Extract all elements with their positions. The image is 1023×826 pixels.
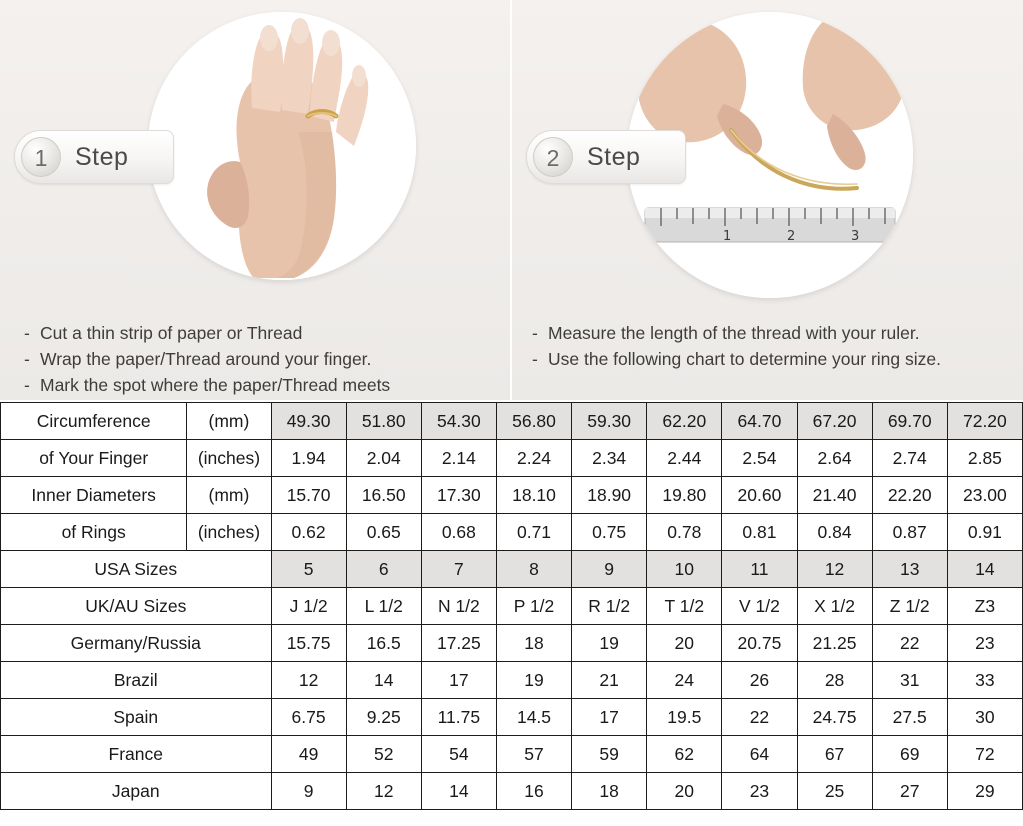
cell-de-ru-7: 20.75 [722, 625, 797, 662]
cell-br-2: 14 [346, 662, 421, 699]
row-label-circumference-2: of Your Finger [1, 440, 187, 477]
cell-br-6: 24 [647, 662, 722, 699]
cell-es-5: 17 [572, 699, 647, 736]
cell-jp-4: 16 [496, 773, 571, 810]
table-row [1, 699, 1023, 736]
svg-text:1: 1 [723, 229, 732, 244]
cell-diam-in-1: 0.62 [271, 514, 346, 551]
ruler-icon [645, 208, 895, 244]
cell-jp-3: 14 [421, 773, 496, 810]
cell-diam-in-5: 0.75 [572, 514, 647, 551]
table-row [1, 588, 1023, 625]
cell-jp-9: 27 [872, 773, 947, 810]
cell-usa-7: 11 [722, 551, 797, 588]
cell-es-10: 30 [947, 699, 1022, 736]
step-1-number: 1 [21, 137, 61, 177]
cell-de-ru-4: 18 [496, 625, 571, 662]
row-label-usa: USA Sizes [1, 551, 272, 588]
row-label-circumference-1: Circumference [1, 403, 187, 440]
cell-ukau-9: Z 1/2 [872, 588, 947, 625]
instruction-steps-section [0, 0, 1023, 400]
cell-fr-4: 57 [496, 736, 571, 773]
step-1-instructions [24, 320, 390, 398]
step-1-bullet-1: Cut a thin strip of paper or Thread [40, 323, 303, 343]
cell-de-ru-10: 23 [947, 625, 1022, 662]
cell-circ-in-6: 2.44 [647, 440, 722, 477]
cell-es-2: 9.25 [346, 699, 421, 736]
cell-ukau-3: N 1/2 [421, 588, 496, 625]
list-item [24, 320, 390, 346]
table-row [1, 403, 1023, 440]
cell-de-ru-2: 16.5 [346, 625, 421, 662]
cell-es-9: 27.5 [872, 699, 947, 736]
table-row [1, 514, 1023, 551]
step-2-number: 2 [533, 137, 573, 177]
bullet-dash: - [24, 323, 30, 343]
cell-de-ru-5: 19 [572, 625, 647, 662]
row-label-diameter-1: Inner Diameters [1, 477, 187, 514]
cell-br-5: 21 [572, 662, 647, 699]
table-row [1, 625, 1023, 662]
table-row [1, 477, 1023, 514]
svg-text:3: 3 [851, 229, 860, 244]
cell-circ-in-4: 2.24 [496, 440, 571, 477]
cell-diam-mm-1: 15.70 [271, 477, 346, 514]
cell-diam-in-7: 0.81 [722, 514, 797, 551]
cell-usa-6: 10 [647, 551, 722, 588]
svg-text:2: 2 [787, 229, 796, 244]
cell-br-3: 17 [421, 662, 496, 699]
cell-circ-mm-9: 69.70 [872, 403, 947, 440]
cell-circ-in-3: 2.14 [421, 440, 496, 477]
cell-ukau-10: Z3 [947, 588, 1022, 625]
cell-es-3: 11.75 [421, 699, 496, 736]
cell-jp-2: 12 [346, 773, 421, 810]
cell-diam-mm-6: 19.80 [647, 477, 722, 514]
table-row [1, 773, 1023, 810]
cell-circ-mm-3: 54.30 [421, 403, 496, 440]
cell-jp-6: 20 [647, 773, 722, 810]
cell-diam-in-3: 0.68 [421, 514, 496, 551]
cell-fr-3: 54 [421, 736, 496, 773]
cell-fr-1: 49 [271, 736, 346, 773]
cell-circ-mm-6: 62.20 [647, 403, 722, 440]
cell-diam-mm-3: 17.30 [421, 477, 496, 514]
cell-circ-mm-10: 72.20 [947, 403, 1022, 440]
row-label-japan: Japan [1, 773, 272, 810]
cell-diam-in-8: 0.84 [797, 514, 872, 551]
cell-de-ru-3: 17.25 [421, 625, 496, 662]
unit-cell-inches-2: (inches) [187, 514, 271, 551]
list-item [532, 320, 941, 346]
cell-fr-9: 69 [872, 736, 947, 773]
size-conversion-table [0, 402, 1023, 810]
cell-br-9: 31 [872, 662, 947, 699]
step-2-panel [510, 0, 1023, 400]
cell-ukau-6: T 1/2 [647, 588, 722, 625]
cell-usa-2: 6 [346, 551, 421, 588]
hand-with-thread-illustration [148, 12, 416, 280]
step-2-bullet-1: Measure the length of the thread with your ruler. [548, 323, 920, 343]
cell-circ-in-1: 1.94 [271, 440, 346, 477]
cell-diam-in-10: 0.91 [947, 514, 1022, 551]
bullet-dash: - [532, 349, 538, 369]
cell-ukau-7: V 1/2 [722, 588, 797, 625]
cell-ukau-4: P 1/2 [496, 588, 571, 625]
row-label-uk-au: UK/AU Sizes [1, 588, 272, 625]
row-label-spain: Spain [1, 699, 272, 736]
cell-jp-8: 25 [797, 773, 872, 810]
cell-usa-9: 13 [872, 551, 947, 588]
cell-diam-mm-7: 20.60 [722, 477, 797, 514]
table-row [1, 551, 1023, 588]
cell-fr-6: 62 [647, 736, 722, 773]
cell-diam-in-9: 0.87 [872, 514, 947, 551]
cell-circ-mm-1: 49.30 [271, 403, 346, 440]
cell-de-ru-9: 22 [872, 625, 947, 662]
cell-br-1: 12 [271, 662, 346, 699]
cell-diam-mm-5: 18.90 [572, 477, 647, 514]
step-1-bullet-3: Mark the spot where the paper/Thread meets [40, 375, 391, 395]
table-row [1, 440, 1023, 477]
cell-es-6: 19.5 [647, 699, 722, 736]
cell-usa-5: 9 [572, 551, 647, 588]
row-label-germany-russia: Germany/Russia [1, 625, 272, 662]
cell-jp-10: 29 [947, 773, 1022, 810]
list-item [24, 346, 390, 372]
ring-size-chart [0, 402, 1023, 810]
cell-br-7: 26 [722, 662, 797, 699]
cell-circ-mm-8: 67.20 [797, 403, 872, 440]
cell-usa-10: 14 [947, 551, 1022, 588]
step-1-panel [0, 0, 510, 400]
cell-circ-in-5: 2.34 [572, 440, 647, 477]
cell-de-ru-6: 20 [647, 625, 722, 662]
cell-jp-5: 18 [572, 773, 647, 810]
cell-ukau-1: J 1/2 [271, 588, 346, 625]
step-2-label: Step [587, 142, 641, 171]
row-label-diameter-2: of Rings [1, 514, 187, 551]
cell-ukau-5: R 1/2 [572, 588, 647, 625]
cell-circ-in-2: 2.04 [346, 440, 421, 477]
step-1-label: Step [75, 142, 129, 171]
cell-jp-1: 9 [271, 773, 346, 810]
bullet-dash: - [532, 323, 538, 343]
step-2-instructions [532, 320, 941, 372]
cell-diam-mm-9: 22.20 [872, 477, 947, 514]
cell-circ-in-8: 2.64 [797, 440, 872, 477]
cell-diam-mm-8: 21.40 [797, 477, 872, 514]
list-item [532, 346, 941, 372]
cell-usa-8: 12 [797, 551, 872, 588]
cell-ukau-8: X 1/2 [797, 588, 872, 625]
cell-fr-2: 52 [346, 736, 421, 773]
cell-es-7: 22 [722, 699, 797, 736]
cell-circ-mm-4: 56.80 [496, 403, 571, 440]
cell-fr-10: 72 [947, 736, 1022, 773]
cell-circ-mm-5: 59.30 [572, 403, 647, 440]
cell-es-1: 6.75 [271, 699, 346, 736]
row-label-brazil: Brazil [1, 662, 272, 699]
unit-cell-mm: (mm) [187, 403, 271, 440]
unit-cell-inches: (inches) [187, 440, 271, 477]
cell-fr-5: 59 [572, 736, 647, 773]
bullet-dash: - [24, 375, 30, 395]
cell-circ-in-10: 2.85 [947, 440, 1022, 477]
list-item [24, 372, 390, 398]
unit-cell-mm-2: (mm) [187, 477, 271, 514]
cell-usa-1: 5 [271, 551, 346, 588]
cell-de-ru-8: 21.25 [797, 625, 872, 662]
cell-circ-mm-7: 64.70 [722, 403, 797, 440]
cell-fr-8: 67 [797, 736, 872, 773]
cell-circ-in-7: 2.54 [722, 440, 797, 477]
cell-br-8: 28 [797, 662, 872, 699]
cell-diam-mm-2: 16.50 [346, 477, 421, 514]
cell-circ-in-9: 2.74 [872, 440, 947, 477]
cell-ukau-2: L 1/2 [346, 588, 421, 625]
step-1-badge [14, 130, 174, 184]
step-2-badge [526, 130, 686, 184]
cell-es-4: 14.5 [496, 699, 571, 736]
cell-usa-4: 8 [496, 551, 571, 588]
bullet-dash: - [24, 349, 30, 369]
cell-diam-in-4: 0.71 [496, 514, 571, 551]
step-2-bullet-2: Use the following chart to determine your ring size. [548, 349, 941, 369]
cell-br-4: 19 [496, 662, 571, 699]
cell-diam-mm-10: 23.00 [947, 477, 1022, 514]
table-row [1, 662, 1023, 699]
cell-jp-7: 23 [722, 773, 797, 810]
table-row [1, 736, 1023, 773]
cell-br-10: 33 [947, 662, 1022, 699]
step-1-bullet-2: Wrap the paper/Thread around your finger. [40, 349, 372, 369]
cell-diam-in-2: 0.65 [346, 514, 421, 551]
cell-fr-7: 64 [722, 736, 797, 773]
cell-de-ru-1: 15.75 [271, 625, 346, 662]
cell-diam-in-6: 0.78 [647, 514, 722, 551]
cell-diam-mm-4: 18.10 [496, 477, 571, 514]
row-label-france: France [1, 736, 272, 773]
cell-circ-mm-2: 51.80 [346, 403, 421, 440]
step-1-photo [148, 12, 416, 280]
cell-es-8: 24.75 [797, 699, 872, 736]
cell-usa-3: 7 [421, 551, 496, 588]
